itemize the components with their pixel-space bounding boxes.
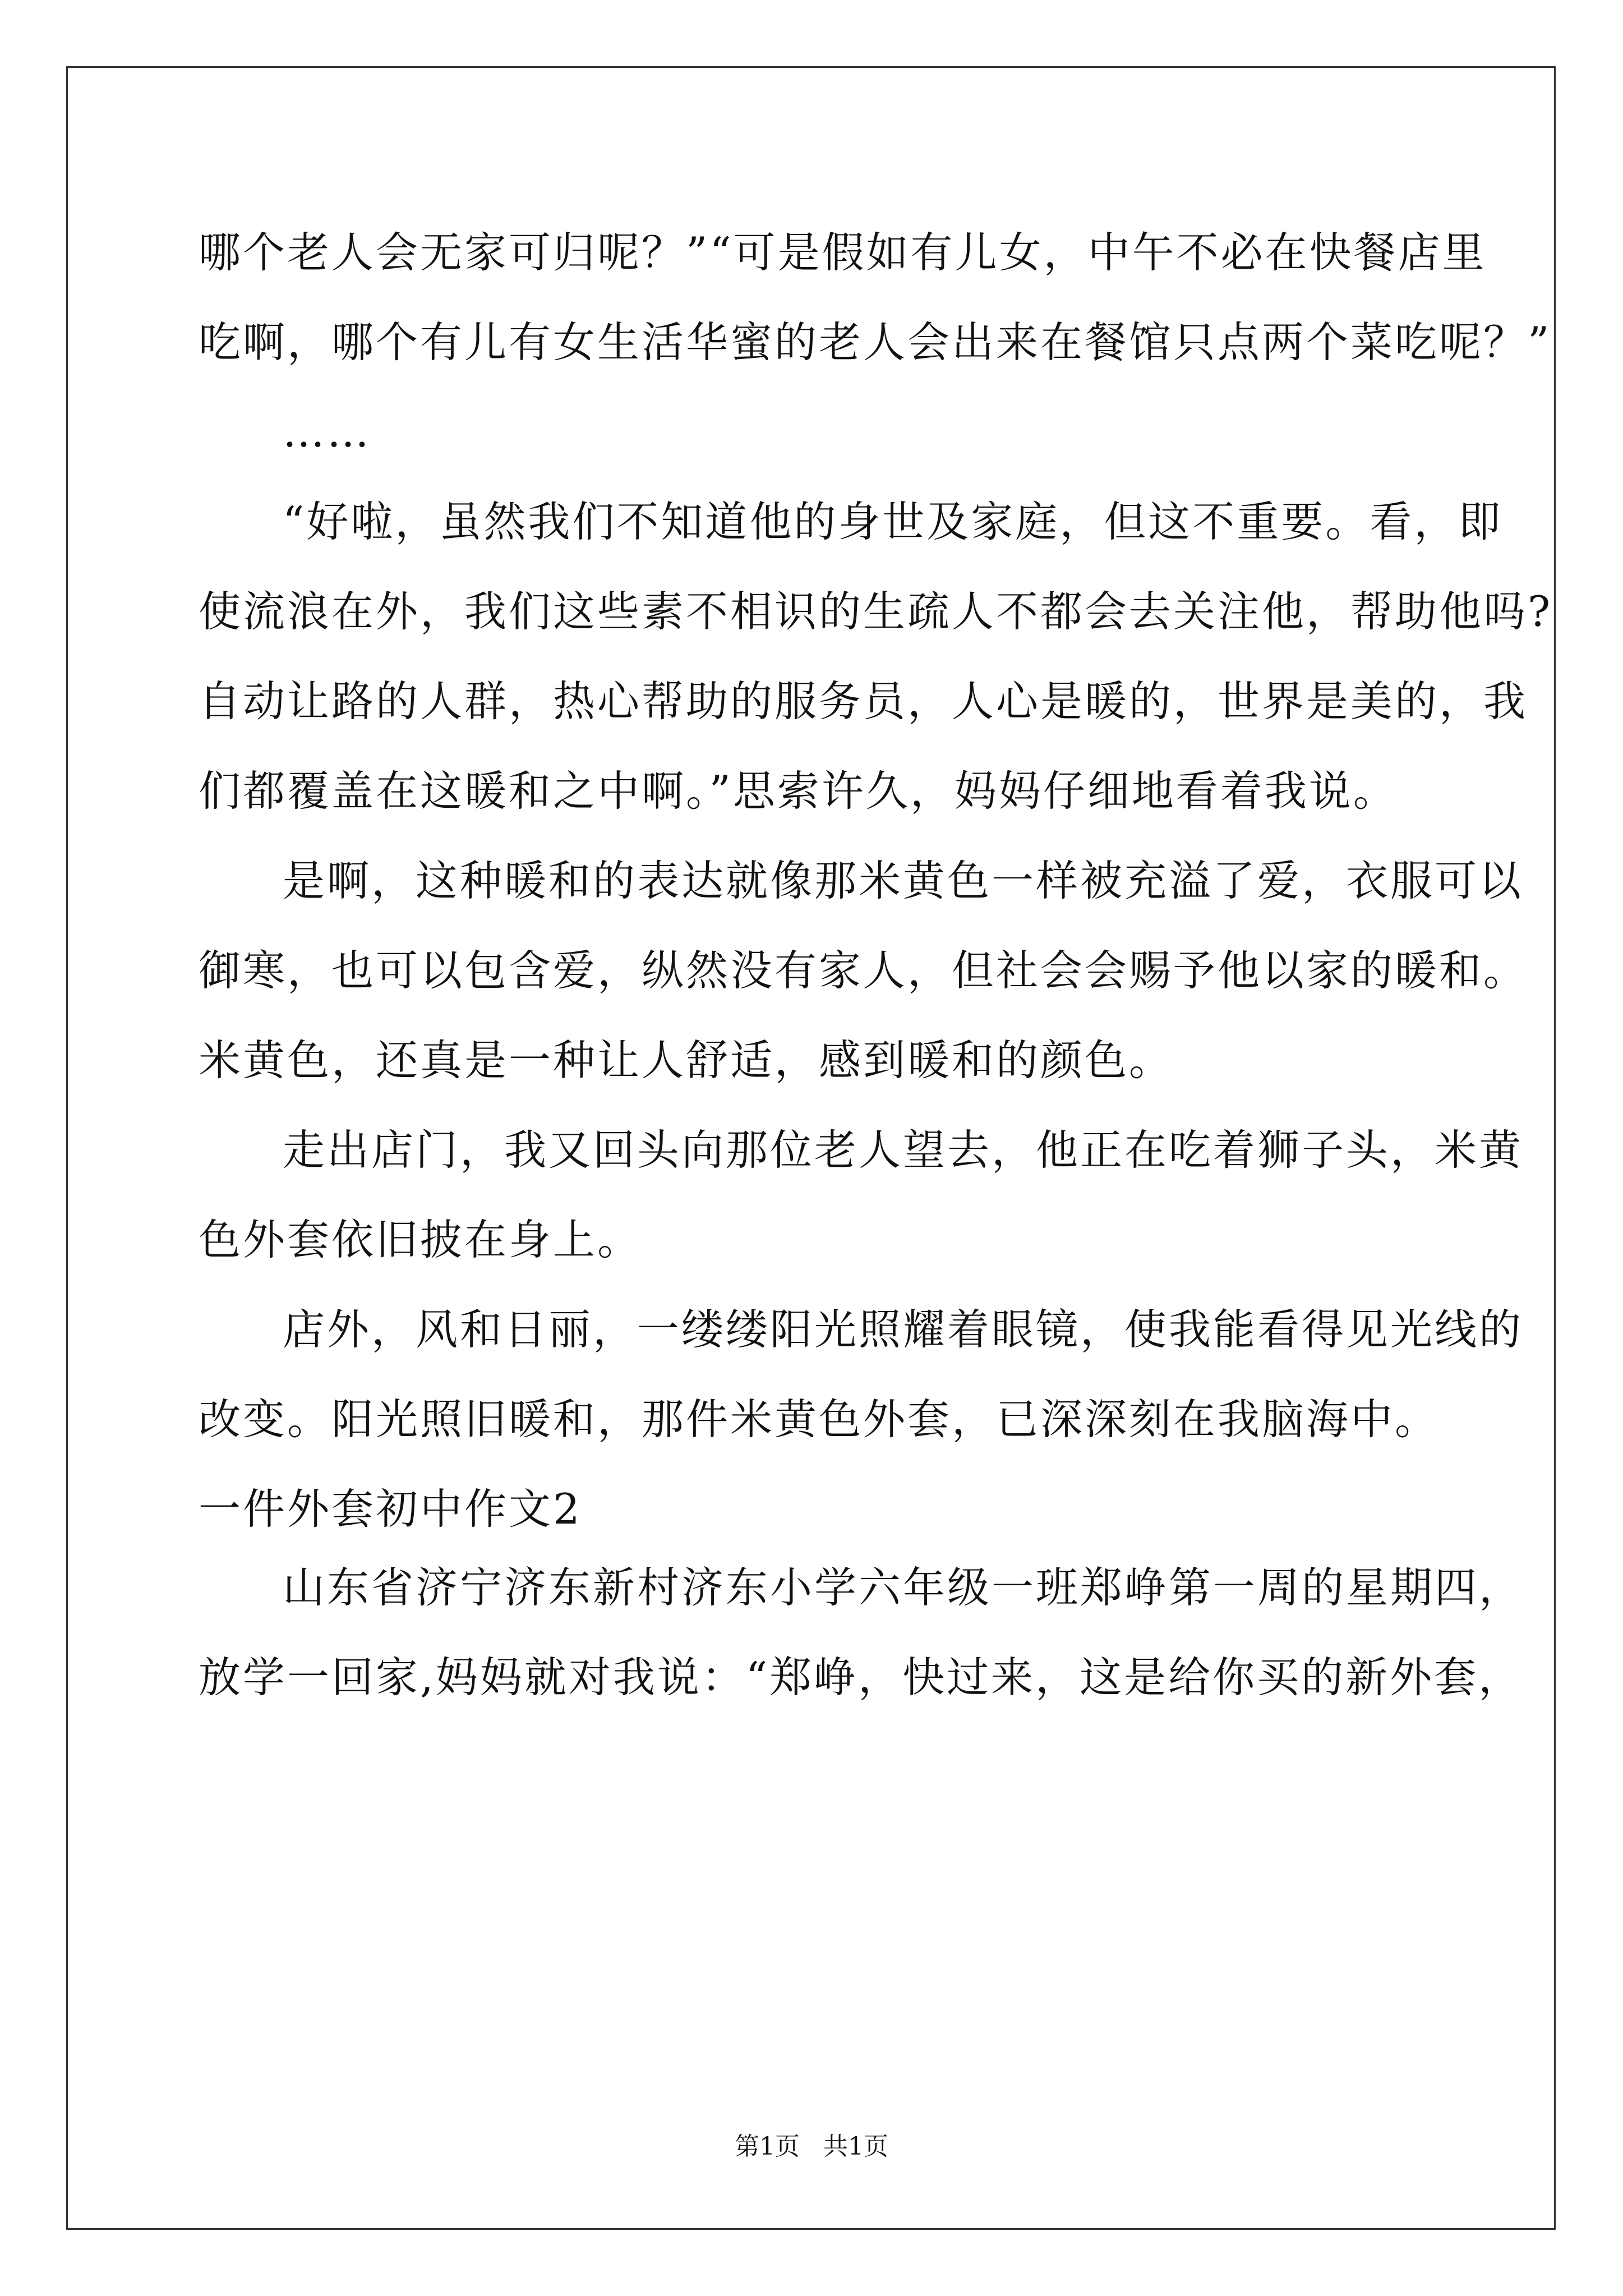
paragraph-line: “好啦，虽然我们不知道他的身世及家庭，但这不重要。看，即 [283,497,1503,546]
paragraph-line: 米黄色，还真是一种让人舒适，感到暖和的颜色。 [199,1036,1174,1085]
section-heading: 一件外套初中作文2 [199,1484,582,1534]
paragraph-line: 色外套依旧披在身上。 [199,1215,642,1264]
page-number-footer: 第1页 共1页 [735,2132,888,2161]
ellipsis-line: …… [283,407,371,457]
document-body [199,208,1553,1722]
paragraph-line: 放学一回家,妈妈就对我说：“郑峥，快过来，这是给你买的新外套， [199,1653,1523,1702]
paragraph-line: 是啊，这种暖和的表达就像那米黄色一样被充溢了爱，衣服可以 [283,856,1524,905]
paragraph-line: 们都覆盖在这暖和之中啊。”思索许久，妈妈仔细地看着我说。 [199,766,1398,816]
paragraph-line: 店外，风和日丽，一缕缕阳光照耀着眼镜，使我能看得见光线的 [283,1305,1524,1354]
paragraph-line: 御寒，也可以包含爱，纵然没有家人，但社会会赐予他以家的暖和。 [199,946,1528,995]
paragraph-line: 使流浪在外，我们这些素不相识的生疏人不都会去关注他，帮助他吗? [199,587,1553,636]
paragraph-line: 吃啊，哪个有儿有女生活华蜜的老人会出来在餐馆只点两个菜吃呢？” [199,318,1552,367]
paragraph-line: 山东省济宁济东新村济东小学六年级一班郑峥第一周的星期四， [283,1563,1524,1612]
paragraph-line: 改变。阳光照旧暖和，那件米黄色外套，已深深刻在我脑海中。 [199,1395,1440,1444]
paragraph-line: 哪个老人会无家可归呢？”“可是假如有儿女，中午不必在快餐店里 [199,228,1487,277]
paragraph-line: 自动让路的人群，热心帮助的服务员，人心是暖的，世界是美的，我 [199,677,1528,726]
paragraph-line: 走出店门，我又回头向那位老人望去，他正在吃着狮子头，米黄 [283,1125,1524,1175]
